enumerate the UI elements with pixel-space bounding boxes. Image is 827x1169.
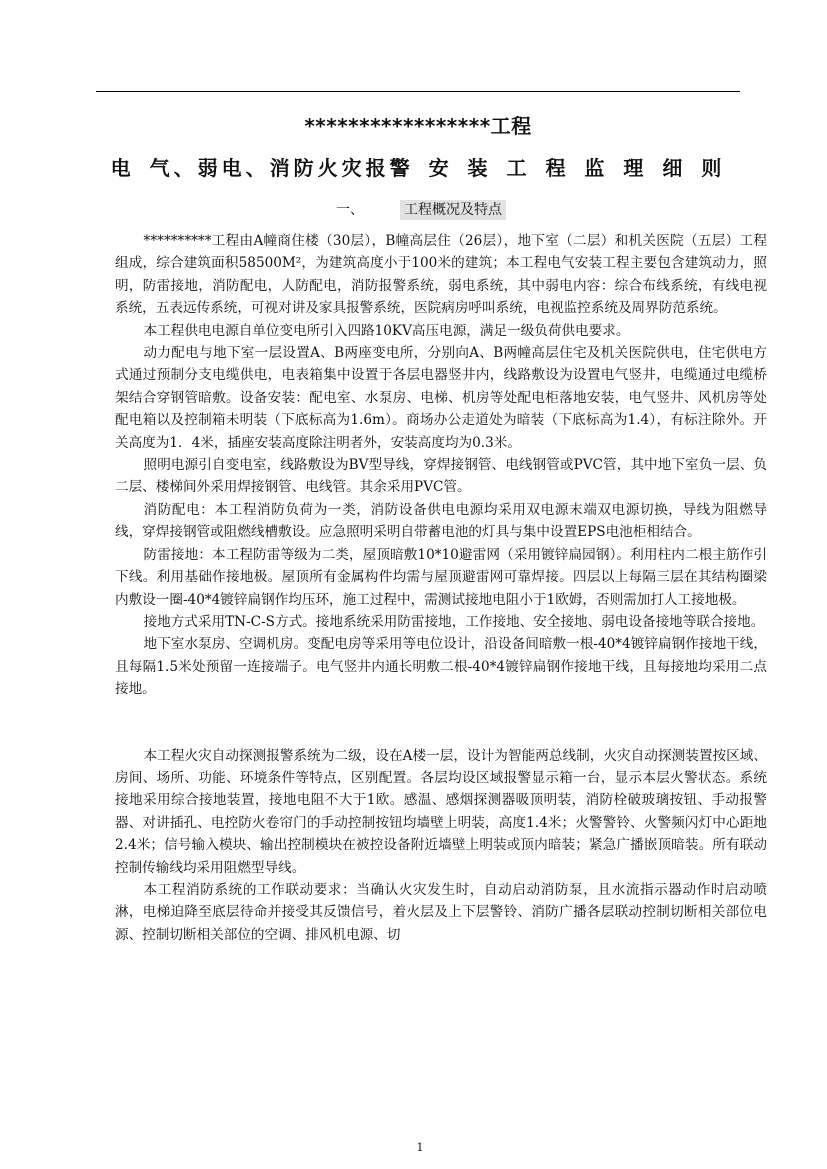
body-text: [115, 230, 767, 946]
paragraph: **********工程由A幢商住楼（30层），B幢高层住（26层），地下室（二层）和机关医院（五层）工程组成，综合建筑面积58500M²，为建筑高度小于100米的建筑；本工程电气安装工程主要包含建筑动力，照明，防雷接地，消防配电，人防配电，消防报警系统，弱电系统，其中弱电内容：综合布线系统，有线电视系统，五表远传系统，可视对讲及家具报警系统，医院病房呼叫系统，电视监控系统及周界防范系统。: [115, 233, 767, 317]
paragraph: 消防配电：本工程消防负荷为一类，消防设备供电电源均采用双电源末端双电源切换，导线为阻燃导线，穿焊接钢管或阻燃线槽敷设。应急照明采明自带蓄电池的灯具与集中设置EPS电池柜相结合。: [115, 501, 767, 541]
document-subtitle: 电 气、弱电、消防火灾报警 安 装 工 程 监 理 细 则: [110, 156, 726, 180]
paragraph: 本工程供电电源自单位变电所引入四路10KV高压电源，满足一级负荷供电要求。: [143, 322, 630, 339]
paragraph: 防雷接地：本工程防雷等级为二类，屋顶暗敷10*10避雷网（采用镀锌扁园钢）。利用柱内二根主筋作引下线。利用基础作接地极。屋顶所有金属构件均需与屋顶避雷网可靠焊接。四层以上每隔三层在其结构圈梁内敷设一圈-40*4镀锌扁钢作均压环，施工过程中，需测试接地电阻小于1欧姆，否则需加打人工接地极。: [115, 546, 767, 608]
section-number: 一、: [336, 202, 364, 218]
paragraph: 地下室水泵房、空调机房。变配电房等采用等电位设计，沿设备间暗敷一根-40*4镀锌扁钢作接地干线，且每隔1.5米处预留一连接端子。电气竖井内通长明敷二根-40*4镀锌扁钢作接地干线，且每接地均采用二点接地。: [115, 636, 767, 698]
paragraph: 本工程火灾自动探测报警系统为二级，设在A楼一层，设计为智能两总线制，火灾自动探测装置按区域、房间、场所、功能、环境条件等特点，区别配置。各层均设区域报警显示箱一台，显示本层火警状态。系统接地采用综合接地装置，接地电阻不大于1欧。感温、感烟探测器吸顶明装，消防栓破玻璃按钮、手动报警器、对讲插孔、电控防火卷帘门的手动控制按钮均墙壁上明装，高度1.4米；火警警铃、火警频闪灯中心距地2.4米；信号输入模块、输出控制模块在被控设备附近墙壁上明装或顶内暗装；紧急广播嵌顶暗装。所有联动控制传输线均采用阻燃型导线。: [115, 747, 767, 876]
page-number: 1: [416, 1141, 424, 1154]
paragraph: 照明电源引自变电室，线路敷设为BV型导线，穿焊接钢管、电线钢管或PVC管，其中地下室负一层、负二层、楼梯间外采用焊接钢管、电线管。其余采用PVC管。: [115, 457, 767, 496]
header-rule: [96, 91, 740, 92]
document-title: *****************工程: [304, 114, 532, 138]
section-title: 工程概况及特点: [400, 200, 506, 220]
paragraph: 本工程消防系统的工作联动要求：当确认火灾发生时，自动启动消防泵，且水流指示器动作时启动喷淋，电梯迫降至底层待命并接受其反馈信号，着火层及上下层警铃、消防广播各层联动控制切断相关部位电源、控制切断相关部位的空调、排风机电源、切: [115, 881, 767, 943]
paragraph: 接地方式采用TN-C-S方式。接地系统采用防雷接地，工作接地、安全接地、弱电设备接地等联合接地。: [143, 613, 765, 630]
section-heading: [336, 199, 506, 219]
paragraph: 动力配电与地下室一层设置A、B两座变电所，分别向A、B两幢高层住宅及机关医院供电，住宅供电方式通过预制分支电缆供电，电表箱集中设置于各层电器竖井内，线路敷设为设置电气竖井，电缆通过电缆桥架结合穿钢管暗敷。设备安装：配电室、水泵房、电梯、机房等处配电柜落地安装，电气竖井、风机房等处配电箱以及控制箱未明装（下底标高为1.6m）。商场办公走道处为暗装（下底标高为1.4），有标注除外。开关高度为1．4米，插座安装高度除注明者外，安装高度均为0.3米。: [115, 345, 767, 451]
